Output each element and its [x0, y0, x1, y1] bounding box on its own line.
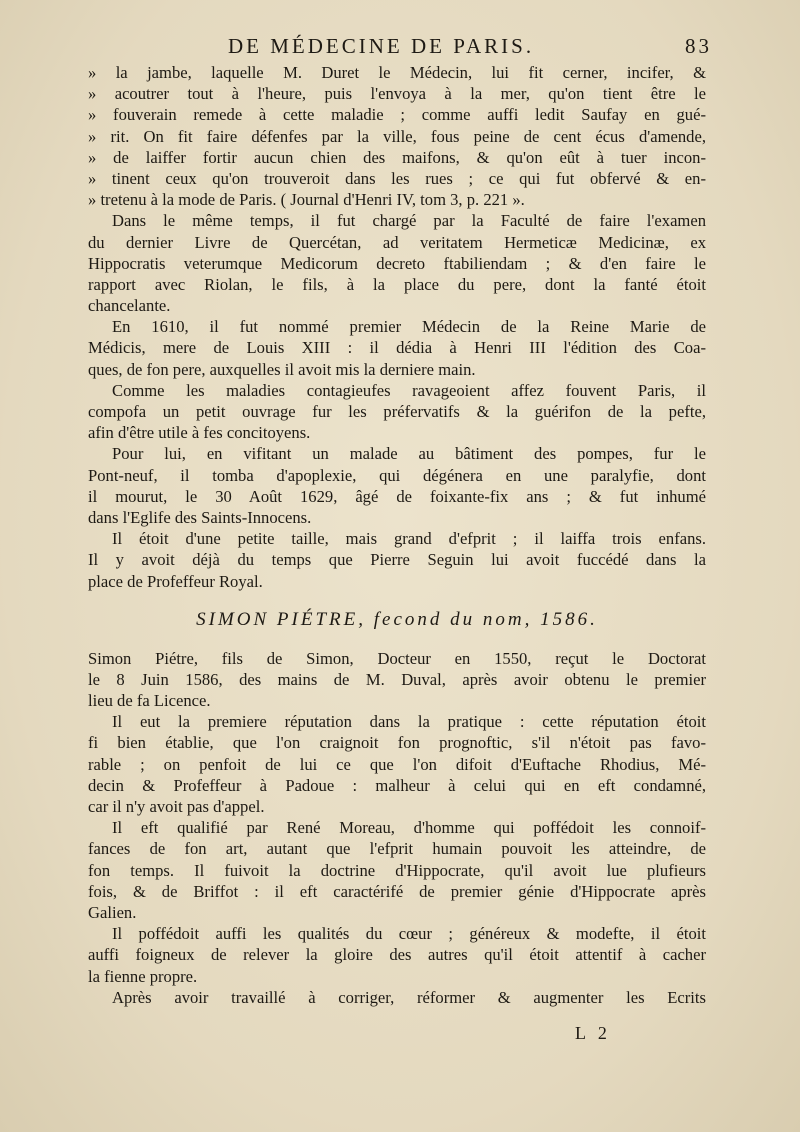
text-line: la fienne propre.	[88, 966, 198, 986]
text-line: » la jambe, laquelle M. Duret le Médecin, lui fit cerner, incifer, &	[88, 63, 706, 82]
text-line: Hippocratis veterumque Medicorum decreto ftabiliendam ; & d'en faire le	[88, 253, 706, 273]
text-line: place de Profeffeur Royal.	[88, 571, 263, 591]
signature-mark: L 2	[575, 1023, 611, 1043]
running-head	[88, 34, 712, 62]
text-line: car il n'y avoit pas d'appel.	[88, 797, 265, 816]
text-line: » tretenu à la mode de Paris. ( Journal d'Henri IV, tom 3, p. 221 ».	[88, 190, 525, 210]
text-line: » de laiffer fortir aucun chien des maifons, & qu'on eût à tuer incon-	[88, 147, 706, 167]
text-line: Pour lui, en vifitant un malade au bâtiment des pompes, fur le	[112, 444, 706, 464]
text-line: du dernier Livre de Quercétan, ad veritatem Hermeticæ Medicinæ, ex	[88, 232, 706, 252]
text-line: decin & Profeffeur à Padoue : malheur à celui qui en eft condamné,	[88, 775, 706, 795]
text-line: fances de fon art, autant que l'efprit humain pouvoit les atteindre, de	[88, 839, 706, 859]
text-line: auffi foigneux de relever la gloire des autres qu'il étoit attentif à cacher	[88, 945, 706, 965]
text-line: afin d'être utile à fes concitoyens.	[88, 423, 311, 443]
text-line: ques, de fon pere, auxquelles il avoit mis la derniere main.	[88, 359, 476, 379]
text-line: » acoutrer tout à l'heure, puis l'envoya à la mer, qu'on tient être le	[88, 84, 706, 104]
text-line: En 1610, il fut nommé premier Médecin de la Reine Marie de	[112, 317, 706, 337]
text-line: Galien.	[88, 902, 137, 922]
text-line: Il eut la premiere réputation dans la pratique : cette réputation étoit	[112, 712, 706, 732]
text-line: Simon Piétre, fils de Simon, Docteur en 1550, reçut le Doctorat	[88, 648, 706, 668]
text-line: dans l'Eglife des Saints-Innocens.	[88, 507, 312, 527]
text-line: lieu de fa Licence.	[88, 691, 211, 711]
text-line: fi bien établie, que l'on craignoit fon prognoftic, s'il n'étoit pas favo-	[88, 733, 706, 753]
section-heading: SIMON PIÉTRE, fecond du nom, 1586.	[196, 608, 598, 630]
text-line: » rit. On fit faire défenfes par la ville, fous peine de cent écus d'amende,	[88, 126, 706, 146]
text-line: Il poffédoit auffi les qualités du cœur ; généreux & modefte, il étoit	[112, 924, 706, 944]
text-line: le 8 Juin 1586, des mains de M. Duval, après avoir obtenu le premier	[88, 669, 706, 689]
text-line: Il y avoit déjà du temps que Pierre Seguin lui avoit fuccédé dans la	[88, 550, 706, 570]
text-line: fon temps. Il fuivoit la doctrine d'Hippocrate, qu'il avoit lue plufieurs	[88, 860, 706, 880]
text-line: Après avoir travaillé à corriger, réformer & augmenter les Ecrits	[112, 987, 706, 1007]
text-line: Dans le même temps, il fut chargé par la Faculté de faire l'examen	[112, 211, 706, 231]
text-line: Il étoit d'une petite taille, mais grand d'efprit ; il laiffa trois enfans.	[112, 529, 706, 549]
text-line: Médicis, mere de Louis XIII : il dédia à Henri III l'édition des Coa-	[88, 338, 706, 358]
running-title: DE MÉDECINE DE PARIS.	[228, 34, 535, 58]
text-line: Comme les maladies contagieufes ravageoient affez fouvent Paris, il	[112, 380, 706, 400]
text-line: Pont-neuf, il tomba d'apoplexie, qui dégénera en une paralyfie, dont	[88, 465, 706, 485]
page-number: 83	[685, 34, 712, 58]
text-line: compofa un petit ouvrage fur les préfervatifs & la guérifon de la pefte,	[88, 402, 706, 421]
text-line: Il eft qualifié par René Moreau, d'homme qui poffédoit les connoif-	[112, 818, 706, 838]
text-line: chancelante.	[88, 296, 171, 316]
text-line: » tinent ceux qu'on trouveroit dans les rues ; ce qui fut obfervé & en-	[88, 168, 706, 188]
text-line: » fouverain remede à cette maladie ; comme auffi ledit Saufay en gué-	[88, 105, 706, 125]
text-line: il mourut, le 30 Août 1629, âgé de foixante-fix ans ; & fut inhumé	[88, 486, 706, 506]
body-text	[88, 62, 706, 1008]
text-line: rapport avec Riolan, le fils, à la place du pere, dont la fanté étoit	[88, 274, 706, 294]
text-line: rable ; on penfoit de lui ce que l'on difoit d'Euftache Rhodius, Mé-	[88, 754, 706, 774]
text-line: fois, & de Briffot : il eft caractérifé de premier génie d'Hippocrate après	[88, 881, 706, 901]
